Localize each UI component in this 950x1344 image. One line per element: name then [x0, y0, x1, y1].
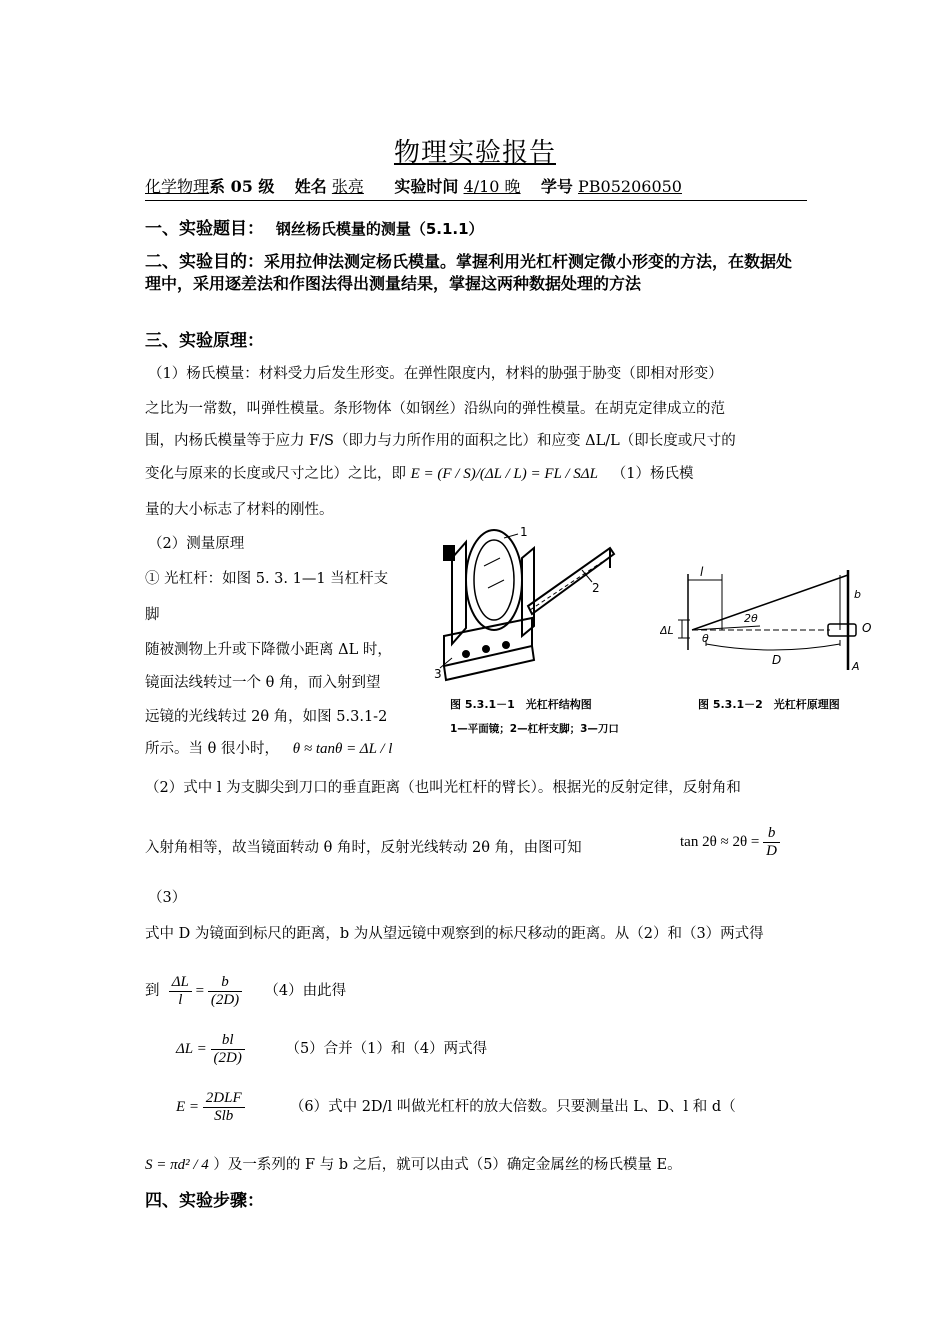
page-title: 物理实验报告	[393, 138, 556, 168]
id-label: 学号	[540, 177, 573, 196]
equation-5-line: ΔL = $\frac{bl}{(2D)}$ （5）合并（1）和（4）两式得	[176, 1032, 488, 1066]
optical-lever-line-2: 脚	[145, 607, 160, 623]
figure-1-subcaption: 1—平面镜；2—杠杆支脚；3—刀口	[450, 723, 619, 735]
figure-2-label-theta: θ	[702, 632, 709, 645]
principle-line-2: 之比为一常数，叫弹性模量。条形物体（如钢丝）沿纵向的弹性模量。在胡克定律成立的范	[145, 401, 725, 417]
principle-line-4: 变化与原来的长度或尺寸之比）之比，即 E = (F / S)/(ΔL / L) = FL / SΔL （1）杨氏模	[145, 466, 694, 482]
equation-3: tan 2θ ≈ 2θ = $\frac{b}{D}$	[680, 825, 780, 860]
figure-2-label-o: O	[862, 621, 872, 635]
figure-1-label-3: 3	[434, 667, 442, 681]
student-info-line	[145, 174, 807, 201]
principle-line-3-1: （2）式中 l 为支脚尖到刀口的垂直距离（也叫光杠杆的臂长）。根据光的反射定律，反射角和	[145, 780, 741, 796]
section-1-heading: 一、实验题目： 钢丝杨氏模量的测量（5.1.1）	[145, 219, 484, 239]
figure-2-label-2theta: 2θ	[744, 612, 758, 625]
equation-4: $\frac{\Delta L}{l}$ = $\frac{b}{(2D)}$	[169, 983, 246, 999]
equation-3-tag: （3）	[148, 890, 187, 906]
time-label: 实验时间	[394, 177, 459, 196]
equation-3-fraction: $\frac{b}{D}$	[763, 825, 780, 860]
figure-2-label-a: A	[852, 660, 860, 673]
department-suffix: 系 05 级	[209, 177, 275, 196]
figure-1-caption: 图 5.3.1－1 光杠杆结构图	[450, 698, 592, 711]
figure-2-label-l: l	[700, 565, 704, 579]
student-name: 张亮	[331, 177, 364, 196]
equation-2: θ ≈ tanθ = ΔL / l	[292, 741, 393, 757]
equation-5: ΔL = $\frac{bl}{(2D)}$	[176, 1041, 249, 1057]
principle-line-5: 量的大小标志了材料的刚性。	[145, 502, 334, 518]
figure-1-label-1: 1	[520, 525, 528, 539]
optical-lever-line-6: 所示。当 θ 很小时， θ ≈ tanθ = ΔL / l	[145, 741, 393, 757]
optical-lever-line-5: 远镜的光线转过 2θ 角，如图 5.3.1-2	[145, 709, 388, 725]
figure-1-label-2: 2	[592, 581, 600, 595]
mirror-inner	[474, 540, 514, 620]
principle-line-3: 围，内杨氏模量等于应力 F/S（即力与力所作用的面积之比）和应变 ΔL/L（即长度或尺寸的	[145, 433, 736, 449]
optical-lever-line-1: ① 光杠杆：如图 5. 3. 1—1 当杠杆支	[145, 571, 389, 587]
measurement-principle-title: （2）测量原理	[148, 536, 245, 552]
equation-1: E = (F / S)/(ΔL / L) = FL / SΔL	[410, 466, 598, 482]
section-2-label: 二、实验目的：	[145, 252, 264, 272]
figure-2-label-d: D	[772, 653, 782, 667]
experiment-time: 4/10 晚	[463, 177, 521, 196]
principle-line-1: （1）杨氏模量：材料受力后发生形变。在弹性限度内，材料的胁强于胁变（即相对形变）	[148, 366, 723, 382]
principle-line-7: S = πd² / 4 ）及一系列的 F 与 b 之后，就可以由式（5）确定金属丝的杨氏模量 E。	[145, 1157, 682, 1173]
section-3-heading: 三、实验原理：	[145, 331, 264, 351]
equation-6: E = $\frac{\text{2DLF}}{\text{Slb}}$	[176, 1099, 248, 1115]
figure-2-label-delta-l: ΔL	[660, 624, 674, 637]
optical-lever-principle-figure	[660, 560, 885, 720]
equation-7: S = πd² / 4	[145, 1157, 209, 1173]
optical-lever-structure-figure	[432, 518, 622, 740]
principle-line-4-1: 式中 D 为镜面到标尺的距离，b 为从望远镜中观察到的标尺移动的距离。从（2）和（3）两式得	[145, 926, 764, 942]
figure-2-label-b: b	[854, 588, 861, 601]
department: 化学物理	[145, 177, 210, 196]
principle-line-3-2: 入射角相等，故当镜面转动 θ 角时，反射光线转动 2θ 角，由图可知	[145, 840, 582, 856]
experiment-topic: 钢丝杨氏模量的测量（5.1.1）	[275, 220, 484, 238]
student-id: PB05206050	[578, 177, 682, 196]
optical-lever-line-4: 镜面法线转过一个 θ 角，而入射到望	[145, 675, 381, 691]
optical-lever-line-3: 随被测物上升或下降微小距离 ΔL 时，	[145, 642, 392, 658]
name-label: 姓名	[294, 177, 327, 196]
section-4-heading: 四、实验步骤：	[145, 1191, 264, 1211]
equation-4-line: 到 $\frac{\Delta L}{l}$ = $\frac{b}{(2D)}$ （4）由此得	[145, 974, 347, 1008]
section-2-text: 采用拉伸法测定杨氏模量。掌握利用光杠杆测定微小形变的方法，在数据处理中，采用逐差法和作图法得出测量结果，掌握这两种数据处理的方法	[145, 252, 793, 293]
figure-2-caption: 图 5.3.1－2 光杠杆原理图	[698, 698, 840, 711]
equation-6-line: E = $\frac{\text{2DLF}}{\text{Slb}}$ （6）式中 2D/l 叫做光杠杆的放大倍数。只要测量出 L、D、l 和 d（	[176, 1090, 736, 1124]
section-2-purpose	[145, 251, 807, 295]
